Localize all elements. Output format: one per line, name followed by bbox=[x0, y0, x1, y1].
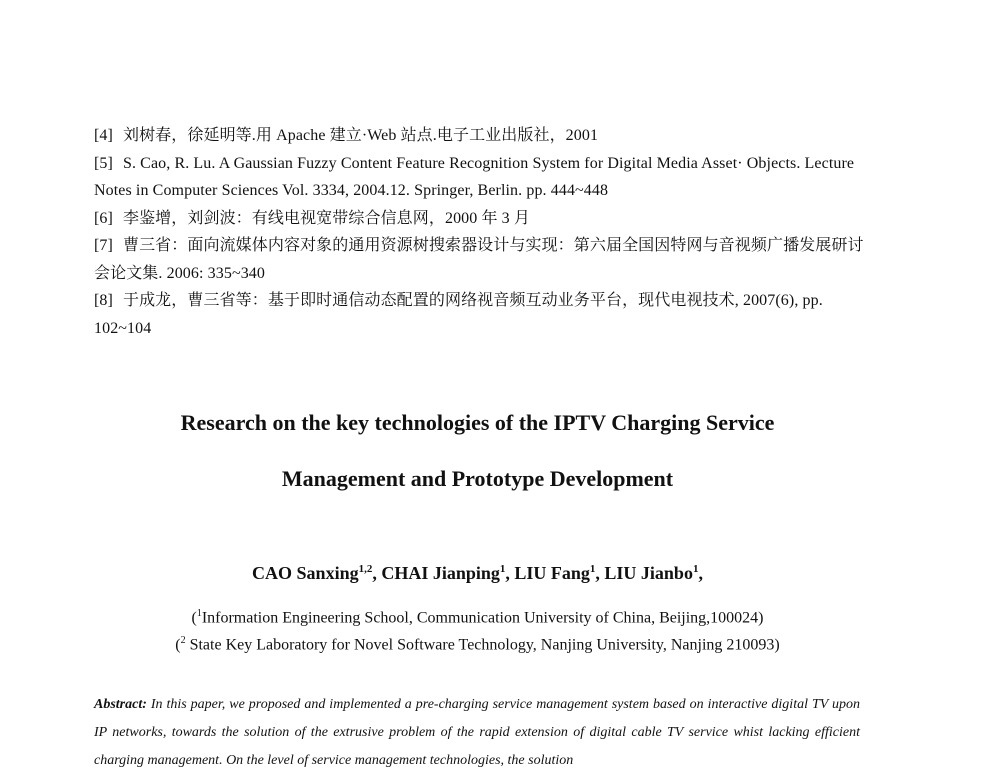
author-list: CAO Sanxing$^{1,2}$, CHAI Jianping$^1$, LIU Fang$^1$, LIU Jianbo$^1$, bbox=[252, 563, 703, 583]
reference-text: 刘树春，徐延明等.用 Apache 建立·Web 站点.电子工业出版社，2001 bbox=[122, 127, 599, 144]
abstract-text: In this paper, we proposed and implemented a pre-charging service management system based on interactive digital TV upon IP networks, towards the solution of the extrusive problem of the rapid extension of digital cable TV service whist lacking efficient charging management. On the level of service management technologies, the solution bbox=[94, 697, 860, 768]
reference-number: [8] bbox=[94, 292, 113, 309]
reference-list bbox=[94, 122, 874, 342]
affiliation-open-paren: ( bbox=[175, 636, 181, 654]
affiliation-text: Information Engineering School, Communication University of China, Beijing,100024) bbox=[201, 609, 764, 627]
author-list-trailing: , bbox=[698, 563, 703, 583]
reference-item bbox=[94, 150, 874, 205]
author-affiliation-mark: 1 bbox=[692, 563, 699, 575]
paper-title-line-2: Management and Prototype Development bbox=[281, 466, 674, 491]
reference-item bbox=[94, 232, 874, 287]
author-name: LIU Fang bbox=[514, 563, 590, 583]
author-name: CHAI Jianping bbox=[381, 563, 500, 583]
affiliation-mark: 1 bbox=[196, 608, 202, 619]
affiliation-text: State Key Laboratory for Novel Software Technology, Nanjing University, Nanjing 210093) bbox=[185, 636, 780, 654]
reference-text: 于成龙，曹三省等：基于即时通信动态配置的网络视音频互动业务平台，现代电视技术, 2007(6), pp. 102~104 bbox=[94, 292, 823, 337]
affiliation-mark: 2 bbox=[180, 635, 186, 646]
reference-number: [6] bbox=[94, 209, 113, 227]
reference-text: 曹三省：面向流媒体内容对象的通用资源树搜索器设计与实现：第六届全国因特网与音视频广播发展研讨会论文集. 2006: 335~340 bbox=[94, 237, 864, 282]
reference-number: [4] bbox=[94, 127, 113, 144]
author-name: CAO Sanxing bbox=[252, 563, 359, 583]
author-affiliation-mark: 1 bbox=[499, 563, 506, 575]
reference-number: [7] bbox=[94, 237, 113, 254]
paper-title-line-1: Research on the key technologies of the IPTV Charging Service bbox=[180, 410, 775, 435]
author-affiliation-mark: 1 bbox=[589, 563, 596, 575]
reference-text: S. Cao, R. Lu. A Gaussian Fuzzy Content Feature Recognition System for Digital Media Asset· Objects. Lecture Notes in Computer Sciences Vol. 3334, 2004.12. Springer, Berlin. pp. 444~448 bbox=[94, 154, 855, 199]
abstract bbox=[94, 691, 860, 775]
author-affiliation-mark: 1,2 bbox=[358, 563, 373, 575]
reference-number: [5] bbox=[94, 154, 113, 172]
reference-item bbox=[94, 287, 874, 342]
reference-item bbox=[94, 205, 874, 233]
abstract-label: Abstract: bbox=[94, 697, 147, 712]
reference-item bbox=[94, 122, 874, 150]
author-name: LIU Jianbo bbox=[604, 563, 693, 583]
affiliation-open-paren: ( bbox=[191, 609, 197, 627]
affiliation-2 bbox=[0, 635, 955, 654]
reference-text: 李鉴增，刘剑波：有线电视宽带综合信息网，2000 年 3 月 bbox=[122, 209, 530, 227]
affiliation-1 bbox=[0, 608, 955, 627]
